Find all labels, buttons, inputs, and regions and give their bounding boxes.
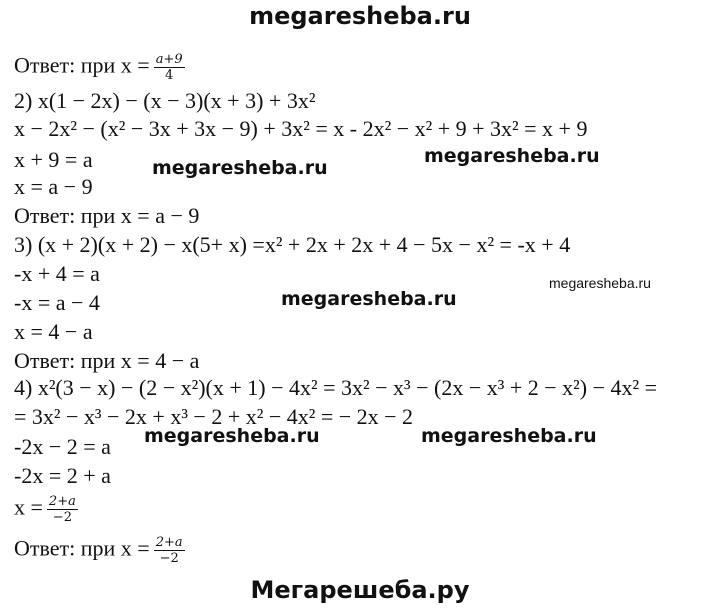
fraction-denominator: −2	[52, 510, 72, 525]
watermark-middle: megaresheba.ru	[424, 145, 600, 167]
problem-3-expression: 3) (x + 2)(x + 2) − x(5+ x) =x² + 2x + 2x + 4 − 5x − x² = -x + 4	[14, 232, 571, 257]
problem-3-solution: x = 4 − a	[14, 319, 93, 344]
problem-4-simplification: = 3x² − x³ − 2x + x³ − 2 + x² − 4x² = − 2x − 2	[14, 404, 414, 429]
watermark-middle: megaresheba.ru	[421, 425, 597, 447]
problem-3-answer: Ответ: при x = 4 − a	[14, 348, 200, 373]
fraction	[47, 494, 78, 525]
problem-2-expression: 2) x(1 − 2x) − (x − 3)(x + 3) + 3x²	[14, 88, 316, 113]
answer-label: Ответ: при x =	[14, 535, 150, 561]
fraction-denominator: −2	[159, 551, 179, 566]
problem-4-step: -2x = 2 + a	[14, 463, 111, 488]
problem-4-expression: 4) x²(3 − x) − (2 − x²)(x + 1) − 4x² = 3x² − x³ − (2x − x³ + 2 − x²) − 4x² =	[14, 375, 657, 400]
problem-4-solution	[14, 494, 78, 525]
watermark-bottom: Мегарешеба.ру	[250, 576, 470, 604]
watermark-middle: megaresheba.ru	[152, 157, 328, 179]
problem-3-step: -x = a − 4	[14, 290, 100, 315]
answer-line-1	[14, 52, 185, 83]
problem-2-simplification: x − 2x² − (x² − 3x + 3x − 9) + 3x² = x - 2x² − x² + 9 + 3x² = x + 9	[14, 116, 588, 141]
watermark-top: megaresheba.ru	[249, 2, 471, 30]
fraction-numerator: 2+a	[155, 535, 183, 550]
answer-label: Ответ: при x =	[14, 52, 150, 78]
problem-3-equation: -x + 4 = a	[14, 261, 100, 286]
watermark-middle: megaresheba.ru	[144, 425, 320, 447]
fraction	[154, 535, 185, 566]
watermark-middle: megaresheba.ru	[281, 288, 457, 310]
fraction	[154, 52, 185, 83]
watermark-small: megaresheba.ru	[549, 275, 651, 291]
problem-2-solution: x = a − 9	[14, 174, 93, 199]
fraction-numerator: 2+a	[48, 494, 76, 509]
problem-2-equation: x + 9 = a	[14, 147, 93, 172]
problem-2-answer: Ответ: при x = a − 9	[14, 203, 200, 228]
solution-label: x =	[14, 494, 43, 520]
problem-4-answer	[14, 535, 185, 566]
problem-4-equation: -2x − 2 = a	[14, 434, 111, 459]
fraction-denominator: 4	[165, 68, 174, 83]
fraction-numerator: a+9	[155, 52, 183, 67]
